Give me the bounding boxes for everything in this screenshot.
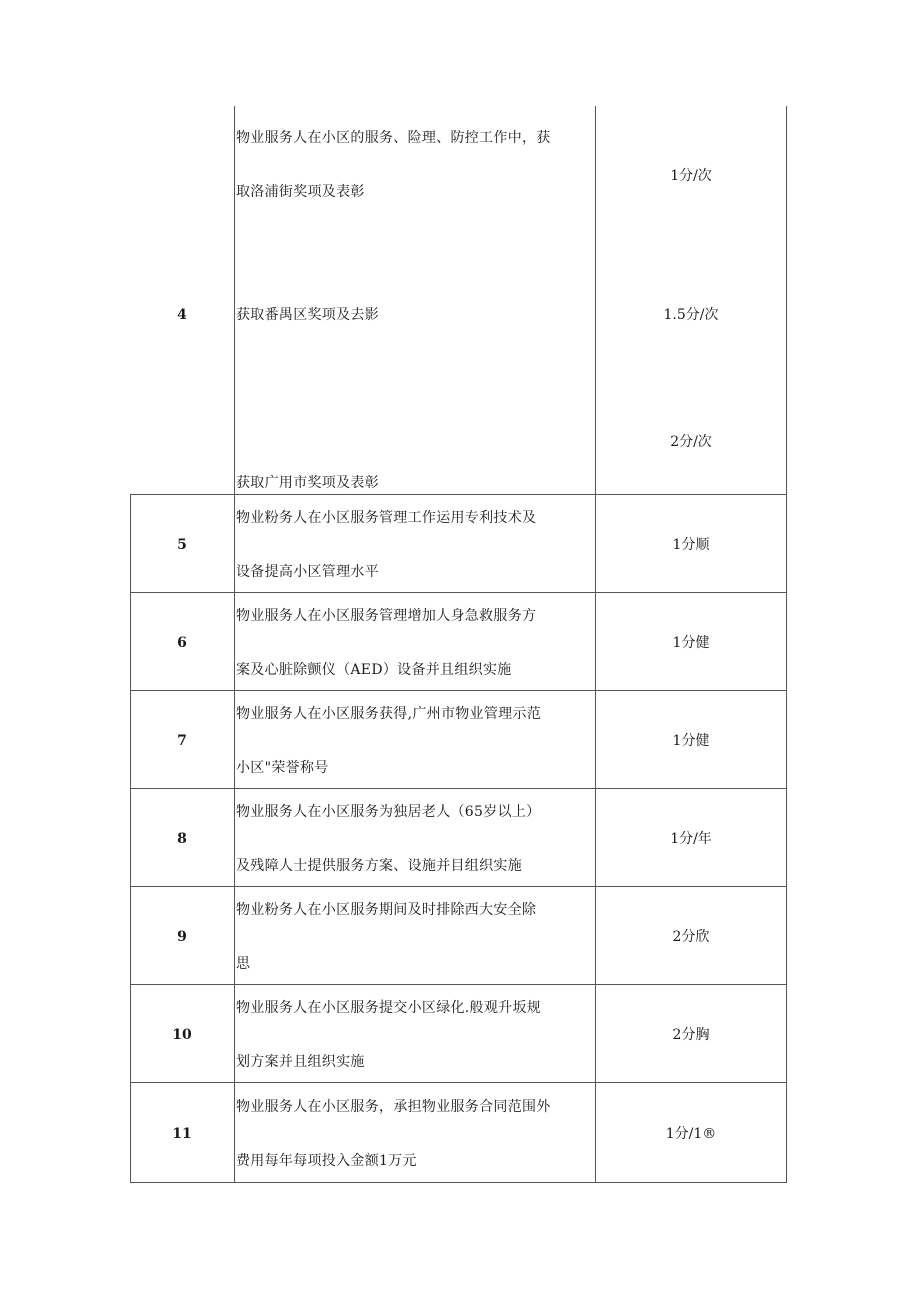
row-description-line: 物业服务人在小区服务管理增加人身急救服务方 <box>236 608 537 624</box>
row-description-line: 物业服务人在小区服务获得,广州市物业管理示范 <box>236 706 542 722</box>
row-description-line: 物业服务人在小区服务，承担物业服务合同范围外 <box>236 1099 551 1115</box>
row-description-line: 案及心脏除颤仪（AED）设备并且组织实施 <box>236 662 512 678</box>
row-description-line: 获取番禺区奖项及去影 <box>236 307 379 323</box>
row-description-line: 小区"荣誉称号 <box>236 760 329 776</box>
row-score: 1分/次 <box>670 168 712 184</box>
row-description-line: 物业服务人在小区服务为独居老人（65岁以上） <box>236 804 541 820</box>
row-score: 1分健 <box>672 635 710 651</box>
row-description-line: 获取广用市奖项及表彰 <box>236 475 379 491</box>
row-description-line: 物业粉务人在小区服务期间及时排除西大安全除 <box>236 902 537 918</box>
row-divider <box>130 592 787 593</box>
table-border-right <box>786 106 787 1182</box>
row-description-line: 划方案并且组织实施 <box>236 1054 365 1070</box>
row-divider <box>130 494 787 495</box>
table-divider-number <box>234 106 235 1182</box>
row-score: 1分顺 <box>672 537 710 553</box>
row-score: 2分欣 <box>672 929 710 945</box>
row-description-line: 设备提高小区管理水平 <box>236 564 379 580</box>
row-divider <box>130 788 787 789</box>
row-number: 6 <box>177 635 187 651</box>
row-score: 1分/年 <box>670 831 712 847</box>
row-divider <box>130 984 787 985</box>
row-description-line: 物业服务人在小区服务提交小区绿化.般观升坂规 <box>236 1000 542 1016</box>
row-score: 2分胸 <box>672 1027 710 1043</box>
row-description-line: 费用每年每项投入金额1万元 <box>236 1153 417 1169</box>
row-number: 9 <box>177 929 187 945</box>
table-border-bottom <box>130 1182 787 1183</box>
row-number: 4 <box>177 307 187 323</box>
row-description-line: 思 <box>236 956 251 972</box>
row-score: 2分/次 <box>670 434 712 450</box>
row-divider <box>130 690 787 691</box>
row-description-line: 及残障人士提供服务方案、设施并目组织实施 <box>236 858 522 874</box>
row-description-line: 物业服务人在小区的服务、险理、防控工作中，获 <box>236 130 551 146</box>
row-number: 10 <box>172 1027 192 1043</box>
row-score: 1分/1® <box>665 1126 717 1142</box>
row-score: 1分健 <box>672 733 710 749</box>
row-number: 5 <box>177 537 187 553</box>
row-number: 8 <box>177 831 187 847</box>
row-score: 1.5分/次 <box>663 307 719 323</box>
row-number: 11 <box>172 1126 192 1142</box>
row-number: 7 <box>177 733 187 749</box>
row-divider <box>130 886 787 887</box>
row-description-line: 取洛浦街奖项及表彰 <box>236 184 365 200</box>
row-divider <box>130 1082 787 1083</box>
row-description-line: 物业粉务人在小区服务管理工作运用专利技术及 <box>236 510 537 526</box>
